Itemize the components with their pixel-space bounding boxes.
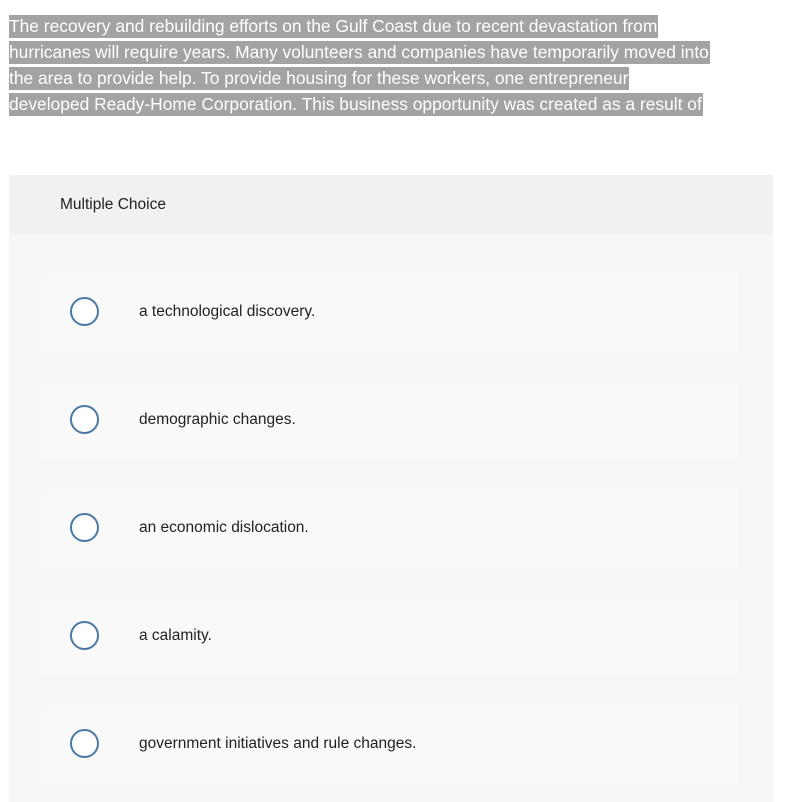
answer-option-label: a technological discovery. <box>139 303 316 320</box>
answer-option-b[interactable] <box>40 382 738 460</box>
multiple-choice-panel <box>9 175 773 802</box>
radio-button-icon[interactable] <box>70 621 99 650</box>
question-line: the area to provide help. To provide housing for these workers, one entrepreneur <box>9 68 629 88</box>
answer-option-label: an economic dislocation. <box>139 519 309 536</box>
radio-button-icon[interactable] <box>70 297 99 326</box>
question-text <box>9 13 777 117</box>
question-line: developed Ready-Home Corporation. This business opportunity was created as a result of <box>9 94 702 114</box>
answer-option-e[interactable] <box>40 706 738 784</box>
answer-option-a[interactable] <box>40 274 738 352</box>
radio-button-icon[interactable] <box>70 405 99 434</box>
radio-button-icon[interactable] <box>70 513 99 542</box>
question-type-label: Multiple Choice <box>60 196 166 213</box>
answer-option-d[interactable] <box>40 598 738 676</box>
answer-option-label: a calamity. <box>139 627 212 644</box>
answer-option-label: government initiatives and rule changes. <box>139 735 417 752</box>
radio-button-icon[interactable] <box>70 729 99 758</box>
answer-option-c[interactable] <box>40 490 738 568</box>
question-line: The recovery and rebuilding efforts on the Gulf Coast due to recent devastation from <box>9 16 658 36</box>
answer-option-label: demographic changes. <box>139 411 296 428</box>
question-line: hurricanes will require years. Many volunteers and companies have temporarily moved into <box>9 42 709 62</box>
multiple-choice-header <box>9 175 773 235</box>
